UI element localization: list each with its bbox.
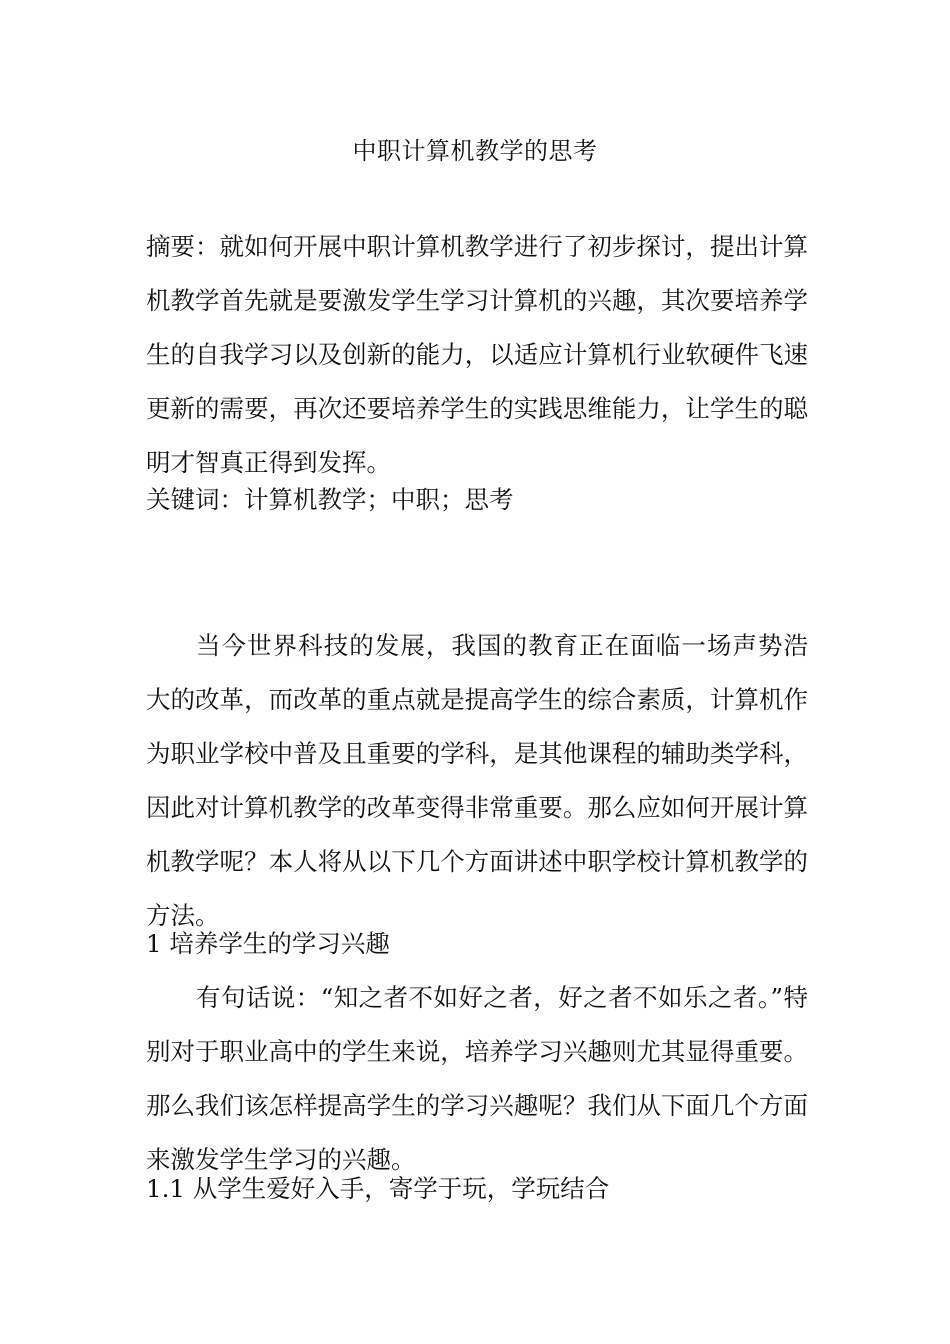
intro-paragraph: 当今世界科技的发展，我国的教育正在面临一场声势浩大的改革，而改革的重点就是提高学生的综合素质，计算机作为职业学校中普及且重要的学科，是其他课程的辅助类学科，因此对计算机教学的改革变得非常重要。那么应如何开展计算机教学呢？本人将从以下几个方面讲述中职学校计算机教学的方法。	[146, 631, 808, 930]
keywords-line: 关键词：计算机教学；中职；思考	[146, 485, 514, 514]
document-title: 中职计算机教学的思考	[352, 137, 598, 165]
section-heading-1: 1 培养学生的学习兴趣	[146, 929, 390, 958]
section-heading-1-1: 1.1 从学生爱好入手，寄学于玩，学玩结合	[146, 1174, 610, 1203]
abstract-paragraph: 摘要：就如何开展中职计算机教学进行了初步探讨，提出计算机教学首先就是要激发学生学习计算机的兴趣，其次要培养学生的自我学习以及创新的能力，以适应计算机行业软硬件飞速更新的需要，再次还要培养学生的实践思维能力，让学生的聪明才智真正得到发挥。	[146, 232, 808, 477]
section-1-paragraph: 有句话说：“知之者不如好之者，好之者不如乐之者。”特别对于职业高中的学生来说，培养学习兴趣则尤其显得重要。那么我们该怎样提高学生的学习兴趣呢？我们从下面几个方面来激发学生学习的兴趣。	[146, 983, 808, 1174]
